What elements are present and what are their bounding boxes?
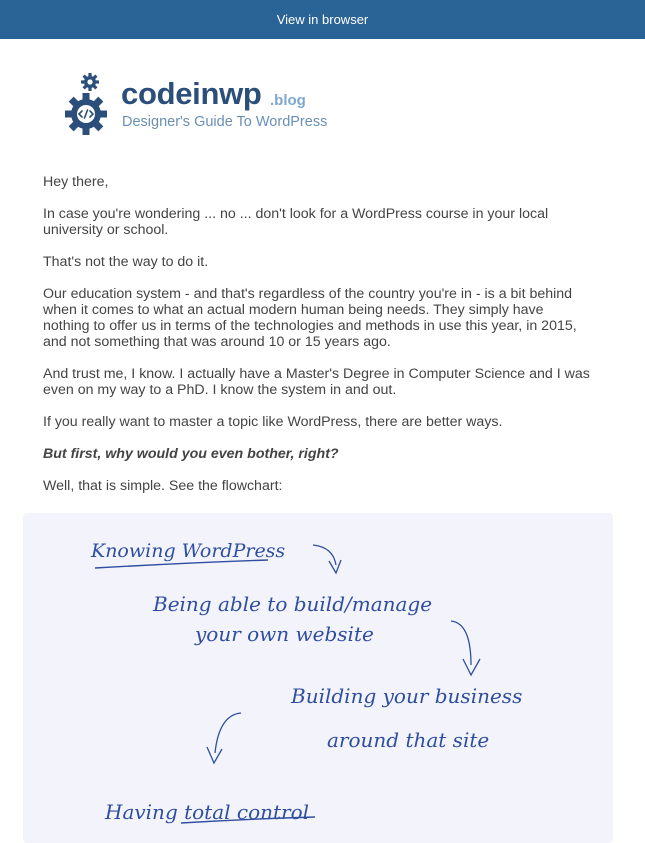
body-paragraph: If you really want to master a topic like WordPress, there are better ways. (43, 414, 503, 430)
flowchart-step-own-website: your own website (195, 622, 374, 646)
emphasis-paragraph: But first, why would you even bother, right? (43, 446, 339, 462)
flowchart-step-building-business: Building your business (291, 684, 523, 708)
arrowhead-icon (207, 747, 222, 763)
flowchart-step-around-site: around that site (327, 728, 490, 752)
flowchart-step-knowing-wordpress: Knowing WordPress (91, 540, 286, 562)
greeting: Hey there, (43, 174, 109, 190)
body-paragraph: That's not the way to do it. (43, 254, 209, 270)
flowchart-image (23, 513, 613, 843)
logo-brand-text: codeinwp (121, 76, 262, 111)
body-paragraph: And trust me, I know. I actually have a Master's Degree in Computer Science and I was even on my way to a PhD. I know the system in and out. (43, 366, 590, 398)
codeinwp-logo[interactable] (64, 72, 334, 136)
logo-brand-suffix: .blog (270, 92, 306, 109)
arrow-down-right-icon (451, 621, 471, 665)
closing-paragraph: Well, that is simple. See the flowchart: (43, 478, 283, 494)
body-paragraph: Our education system - and that's regardless of the country you're in - is a bit behind when it comes to what an actual modern human being needs. They simply have nothing to offer us in terms of the technologies and methods in use this year, in 2015, and not something that was around 10 or 15 years ago. (43, 286, 577, 350)
flowchart-step-total-control: Having total control (105, 800, 310, 824)
email-header-bar (0, 0, 645, 39)
email-body (43, 174, 593, 510)
body-paragraph: In case you're wondering ... no ... don't look for a WordPress course in your local university or school. (43, 206, 549, 238)
gear-code-icon (64, 72, 120, 136)
logo-tagline: Designer's Guide To WordPress (122, 114, 328, 130)
flowchart-step-build-manage: Being able to build/manage (153, 592, 433, 616)
view-in-browser-link[interactable]: View in browser (276, 12, 369, 27)
arrow-down-right-icon (313, 545, 336, 565)
arrow-down-left-icon (215, 713, 241, 753)
